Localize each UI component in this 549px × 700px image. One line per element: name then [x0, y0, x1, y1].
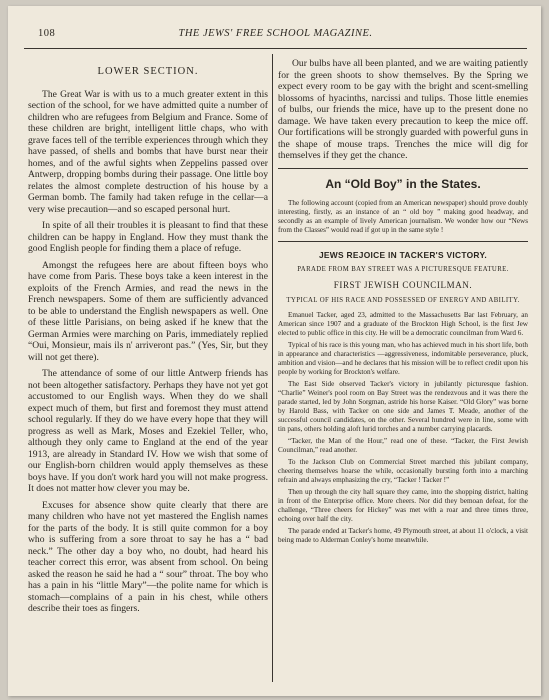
column-divider — [272, 54, 273, 682]
paragraph: The Great War is with us to a much greater extent in this section of the school, for we have admitted quite a number of children who are refugees from Belgium and France. Some of these children are bright, intelligent little chaps, who with grave faces tell of the terrible experiences through which they have passed, of shells and bombs that have burst near their homes, and of the awful sights when Zeppelins passed over Antwerp, dropping bombs during their passage. One little boy relates the almost complete destruction of his house by a German bomb. The family had taken refuge in the cellar—a very wise precaution—and so escaped personal hurt. — [28, 88, 268, 215]
paragraph: The attendance of some of our little Antwerp friends has not been altogether satisfactory. Perhaps they have not yet got accustomed to our English ways. When they do we shall expect much of them, but first and foremost they must attend school regularly. If they do we have every hope that they will progress as well as Mark, Moses and Ezekiel Teller, who, although they only came to England at the end of the year 1913, are already in Standard IV. How we wish that some of our English-born children would apply themselves as these boys have. If you don't work hard you will not make progress. It does not matter how clever you may be. — [28, 368, 268, 495]
paragraph: Amongst the refugees here are about fifteen boys who have come from Paris. These boys take a keen interest in the exploits of the French Armies, and read the news in the French newspapers. Some of them are sufficiently advanced to be able to understand the English newspapers as well. One of these little Parisians, on being asked if he knew that the German Armies were marching on Paris, immediately replied “Oui, Monsieur, mais ils n' arriveront pas.” (Yes, Sir, but they will not get there). — [28, 259, 268, 363]
news-paragraph: Typical of his race is this young man, who has achieved much in his short life, both in appearance and characteristics —aggressiveness, indomitable perseverance, pluck, ambition and vision—and he declares that his mission will be to reflect credit upon his people by working for Brockton's welfare. — [278, 341, 528, 377]
bulbs-paragraph: Our bulbs have all been planted, and we are waiting patiently for the green shoots to show themselves. By the Spring we expect every room to be gay with the bright and scent-smelling blossoms of hyacinths, narcissi and tulips. Those little enemies of bulbs, our friends the mice, have up to the present done no damage. We have taken every precaution to keep the mice off. Our fortifications will be strongly guarded with powerful guns in the shape of mouse traps. Trenches the mice will dig for themselves if they get the chance. — [278, 58, 528, 161]
news-paragraph: Then up through the city hall square they came, into the shopping district, halting in front of the Enterprise office. More cheers. Nor did they bemoan defeat, for the challenge, “Three cheers for Hickey” was met with a roar and three times three, echoing over half the city. — [278, 488, 528, 524]
news-paragraph: Emanuel Tacker, aged 23, admitted to the Massachusetts Bar last February, an American since 1907 and a graduate of the Brockton High School, is the first Jew elected to public office in this city. He will be a democratic councilman from Ward 6. — [278, 311, 528, 338]
news-body — [278, 311, 528, 545]
news-paragraph: The East Side observed Tacker's victory in jubilantly picturesque fashion. “Charlie” Weiner's pool room on Bay Street was the rendezvous and it was there the parade started, led by John Sorgman, astride his horse Kaiser. “Old Glory” was borne by Harold Bass, with Tacker on one side and James T. Meade, another of the successful council candidates, on the other. Several hundred were in line, some with tin pans, others holding aloft lurid torches and a number carrying placards. — [278, 380, 528, 434]
right-column — [278, 58, 528, 548]
paragraph: Excuses for absence show quite clearly that there are many children who have not yet mastered the English names for the parts of the body. It is still quite common for a boy who is suffering from a sore throat to say he has a “ bad neck.” The other day a boy who, no doubt, had heard his teacher correct this error, was absent from school. On being asked the reason he said he had a “ sour” throat. The boy who has a pain in his “little Mary”—the polite name for which is stomach—complains of a pain in his chest, while others describe their toes as fingers. — [28, 499, 268, 615]
news-headline: JEWS REJOICE IN TACKER'S VICTORY. — [318, 249, 488, 260]
article-title: An “Old Boy” in the States. — [325, 176, 481, 191]
left-column — [28, 58, 268, 620]
news-subheadline: PARADE FROM BAY STREET WAS A PICTURESQUE FEATURE. — [297, 265, 509, 273]
news-paragraph: “Tacker, the Man of the Hour,” read one of these. “Tacker, the First Jewish Councilman,” read another. — [278, 437, 528, 455]
page-number: 108 — [38, 28, 56, 39]
section-heading: LOWER SECTION. — [97, 66, 199, 77]
news-paragraph: The parade ended at Tacker's home, 49 Plymouth street, at about 11 o'clock, a visit being made to Alderman Conley's home meanwhile. — [278, 527, 528, 545]
divider — [278, 168, 528, 169]
news-deck: TYPICAL OF HIS RACE AND POSSESSED OF ENERGY AND ABILITY. — [286, 296, 520, 304]
page-header — [24, 28, 527, 44]
news-paragraph: To the Jackson Club on Commercial Street marched this jubilant company, cheering themselves hoarse the while, occasionally bursting forth into a marching refrain and always emphasizing the cry, “Tacker ! Tacker !” — [278, 458, 528, 485]
magazine-page — [8, 6, 541, 696]
divider — [278, 241, 528, 242]
paragraph: In spite of all their troubles it is pleasant to find that these children can be happy in England. How they must thank the good English people for finding them a place of refuge. — [28, 220, 268, 255]
magazine-title: THE JEWS' FREE SCHOOL MAGAZINE. — [178, 28, 373, 39]
article-intro: The following account (copied from an American newspaper) should prove doubly interesting, firstly, as an instance of an “ old boy ” making good headway, and secondly as an example of lively American journalism. We wonder how our “News from the Classes” would read if got up in the same style ! — [278, 198, 528, 234]
header-rule — [24, 48, 527, 49]
news-subtitle: FIRST JEWISH COUNCILMAN. — [333, 280, 473, 291]
